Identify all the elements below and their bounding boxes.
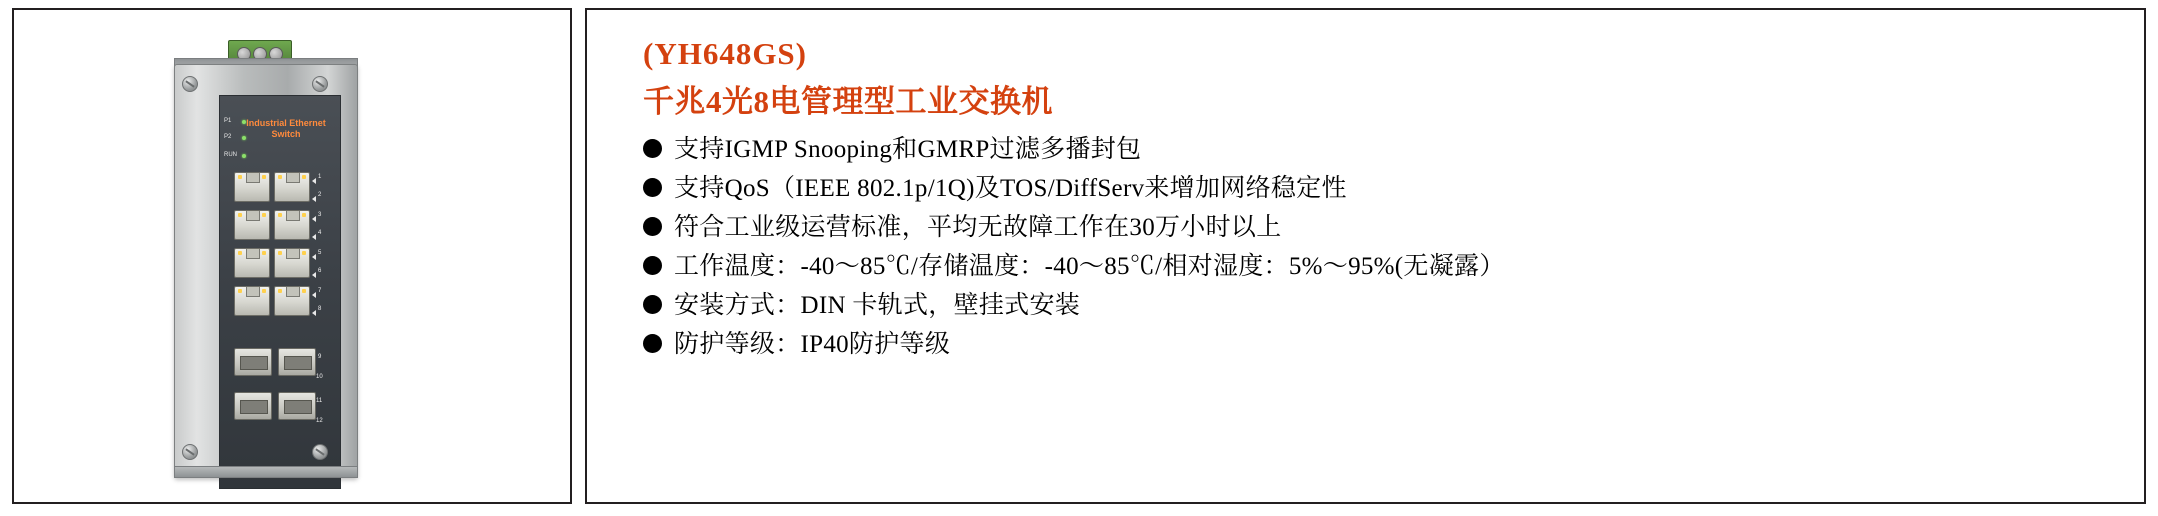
port-number: 2: [318, 192, 322, 198]
port-arrow-icon: [312, 178, 316, 184]
sfp-number: 11: [316, 398, 323, 404]
mounting-screw: [182, 76, 198, 92]
rj45-port: [274, 286, 310, 316]
bullet-icon: [643, 217, 662, 236]
mounting-screw: [312, 444, 328, 460]
rj45-port: [234, 248, 270, 278]
rj45-port: [234, 286, 270, 316]
model-number: (YH648GS): [643, 36, 807, 71]
status-led: [242, 154, 246, 158]
sfp-slot: [234, 392, 272, 420]
port-arrow-icon: [312, 254, 316, 260]
sfp-number: 9: [318, 354, 322, 360]
port-number: 7: [318, 288, 322, 294]
indicator-label-run: RUN: [224, 152, 237, 158]
bullet-icon: [643, 139, 662, 158]
product-image-cell: [12, 8, 572, 504]
list-item: [643, 174, 2144, 204]
bullet-icon: [643, 295, 662, 314]
feature-text: 安装方式：DIN 卡轨式，壁挂式安装: [674, 292, 1081, 319]
port-number: 6: [318, 268, 322, 274]
port-arrow-icon: [312, 292, 316, 298]
rj45-port: [274, 172, 310, 202]
port-arrow-icon: [312, 196, 316, 202]
rj45-port: [234, 210, 270, 240]
bullet-icon: [643, 256, 662, 275]
status-led: [242, 136, 246, 140]
feature-text: 防护等级：IP40防护等级: [674, 331, 951, 358]
rj45-port: [234, 172, 270, 202]
feature-text: 支持IGMP Snooping和GMRP过滤多播封包: [674, 136, 1142, 163]
rj45-port: [274, 210, 310, 240]
sfp-slot: [234, 348, 272, 376]
mounting-screw: [312, 76, 328, 92]
sfp-number: 10: [316, 374, 323, 380]
list-item: [643, 213, 2144, 243]
port-number: 1: [318, 174, 322, 180]
list-item: [643, 330, 2144, 360]
feature-text: 符合工业级运营标准，平均无故障工作在30万小时以上: [674, 214, 1282, 241]
product-subtitle: 千兆4光8电管理型工业交换机: [643, 84, 1053, 119]
port-arrow-icon: [312, 216, 316, 222]
rj45-port: [274, 248, 310, 278]
port-arrow-icon: [312, 272, 316, 278]
rj45-port-group: [234, 172, 326, 332]
chassis-bottom-strip: [174, 466, 358, 478]
mounting-screw: [182, 444, 198, 460]
port-number: 5: [318, 250, 322, 256]
feature-text: 支持QoS（IEEE 802.1p/1Q)及TOS/DiffServ来增加网络稳定性: [674, 175, 1347, 202]
industrial-switch-device: [154, 40, 374, 480]
indicator-label-p1: P1: [224, 118, 232, 124]
feature-list: [643, 135, 2144, 360]
switch-faceplate: [219, 95, 341, 489]
indicator-label-p2: P2: [224, 134, 232, 140]
list-item: [643, 252, 2144, 282]
sfp-number: 12: [316, 418, 323, 424]
status-led: [242, 120, 246, 124]
port-number: 4: [318, 230, 322, 236]
port-number: 3: [318, 212, 322, 218]
fiber-sfp-group: [234, 348, 326, 454]
specification-cell: [585, 8, 2146, 504]
sfp-slot: [278, 348, 316, 376]
list-item: [643, 291, 2144, 321]
port-number: 8: [318, 306, 322, 312]
port-arrow-icon: [312, 234, 316, 240]
bullet-icon: [643, 178, 662, 197]
sfp-slot: [278, 392, 316, 420]
feature-text: 工作温度：-40～85℃/存储温度：-40～85℃/相对湿度：5%～95%(无凝露）: [674, 253, 1505, 280]
list-item: [643, 135, 2144, 165]
brand-label: Industrial Ethernet Switch: [246, 118, 326, 139]
bullet-icon: [643, 334, 662, 353]
switch-chassis: [174, 64, 358, 478]
port-arrow-icon: [312, 310, 316, 316]
